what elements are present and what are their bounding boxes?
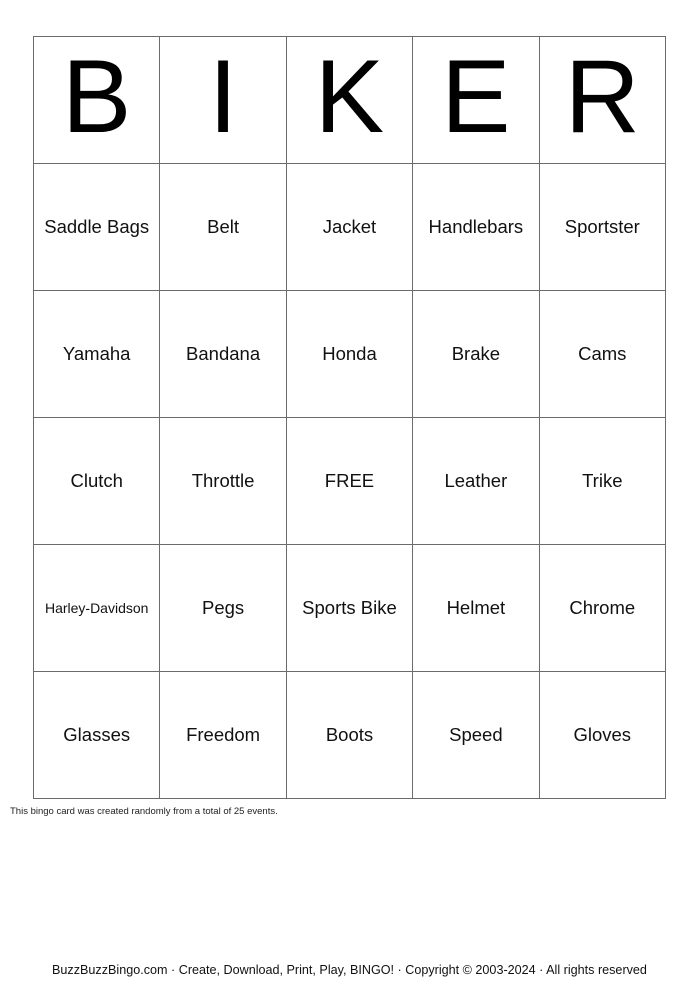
- card-cell: Belt: [160, 164, 286, 291]
- card-cell: Jacket: [286, 164, 412, 291]
- card-cell: Freedom: [160, 672, 286, 799]
- card-cell: Speed: [413, 672, 539, 799]
- header-letter: K: [314, 39, 385, 155]
- card-cell: Trike: [539, 418, 665, 545]
- card-row-2: [34, 291, 666, 418]
- header-letter-k: [286, 37, 412, 164]
- card-cell: Saddle Bags: [34, 164, 160, 291]
- card-cell: Brake: [413, 291, 539, 418]
- card-generation-note: This bingo card was created randomly from a total of 25 events.: [10, 806, 278, 817]
- card-cell: Gloves: [539, 672, 665, 799]
- header-letter-b: [34, 37, 160, 164]
- card-cell: Chrome: [539, 545, 665, 672]
- card-cell: Sports Bike: [286, 545, 412, 672]
- card-cell: Clutch: [34, 418, 160, 545]
- header-row: [34, 37, 666, 164]
- card-cell: Harley-Davidson: [34, 545, 160, 672]
- card-cell: Leather: [413, 418, 539, 545]
- header-letter-i: [160, 37, 286, 164]
- card-cell: Yamaha: [34, 291, 160, 418]
- card-cell: Boots: [286, 672, 412, 799]
- card-cell: Glasses: [34, 672, 160, 799]
- card-row-4: [34, 545, 666, 672]
- card-cell: Bandana: [160, 291, 286, 418]
- card-cell: Pegs: [160, 545, 286, 672]
- header-letter: B: [62, 39, 132, 155]
- header-letter-e: [413, 37, 539, 164]
- footer-copyright: BuzzBuzzBingo.com · Create, Download, Print, Play, BINGO! · Copyright © 2003-2024 · All rights reserved: [52, 963, 647, 977]
- free-space-cell: FREE: [286, 418, 412, 545]
- card-row-5: [34, 672, 666, 799]
- header-letter: R: [564, 39, 640, 155]
- card-row-3: [34, 418, 666, 545]
- card-cell: Helmet: [413, 545, 539, 672]
- card-cell: Honda: [286, 291, 412, 418]
- header-letter-r: [539, 37, 665, 164]
- header-letter: I: [208, 39, 238, 155]
- header-letter: E: [441, 39, 511, 155]
- card-row-1: [34, 164, 666, 291]
- card-cell: Cams: [539, 291, 665, 418]
- card-cell: Handlebars: [413, 164, 539, 291]
- bingo-card: [33, 36, 666, 799]
- card-cell: Sportster: [539, 164, 665, 291]
- card-cell: Throttle: [160, 418, 286, 545]
